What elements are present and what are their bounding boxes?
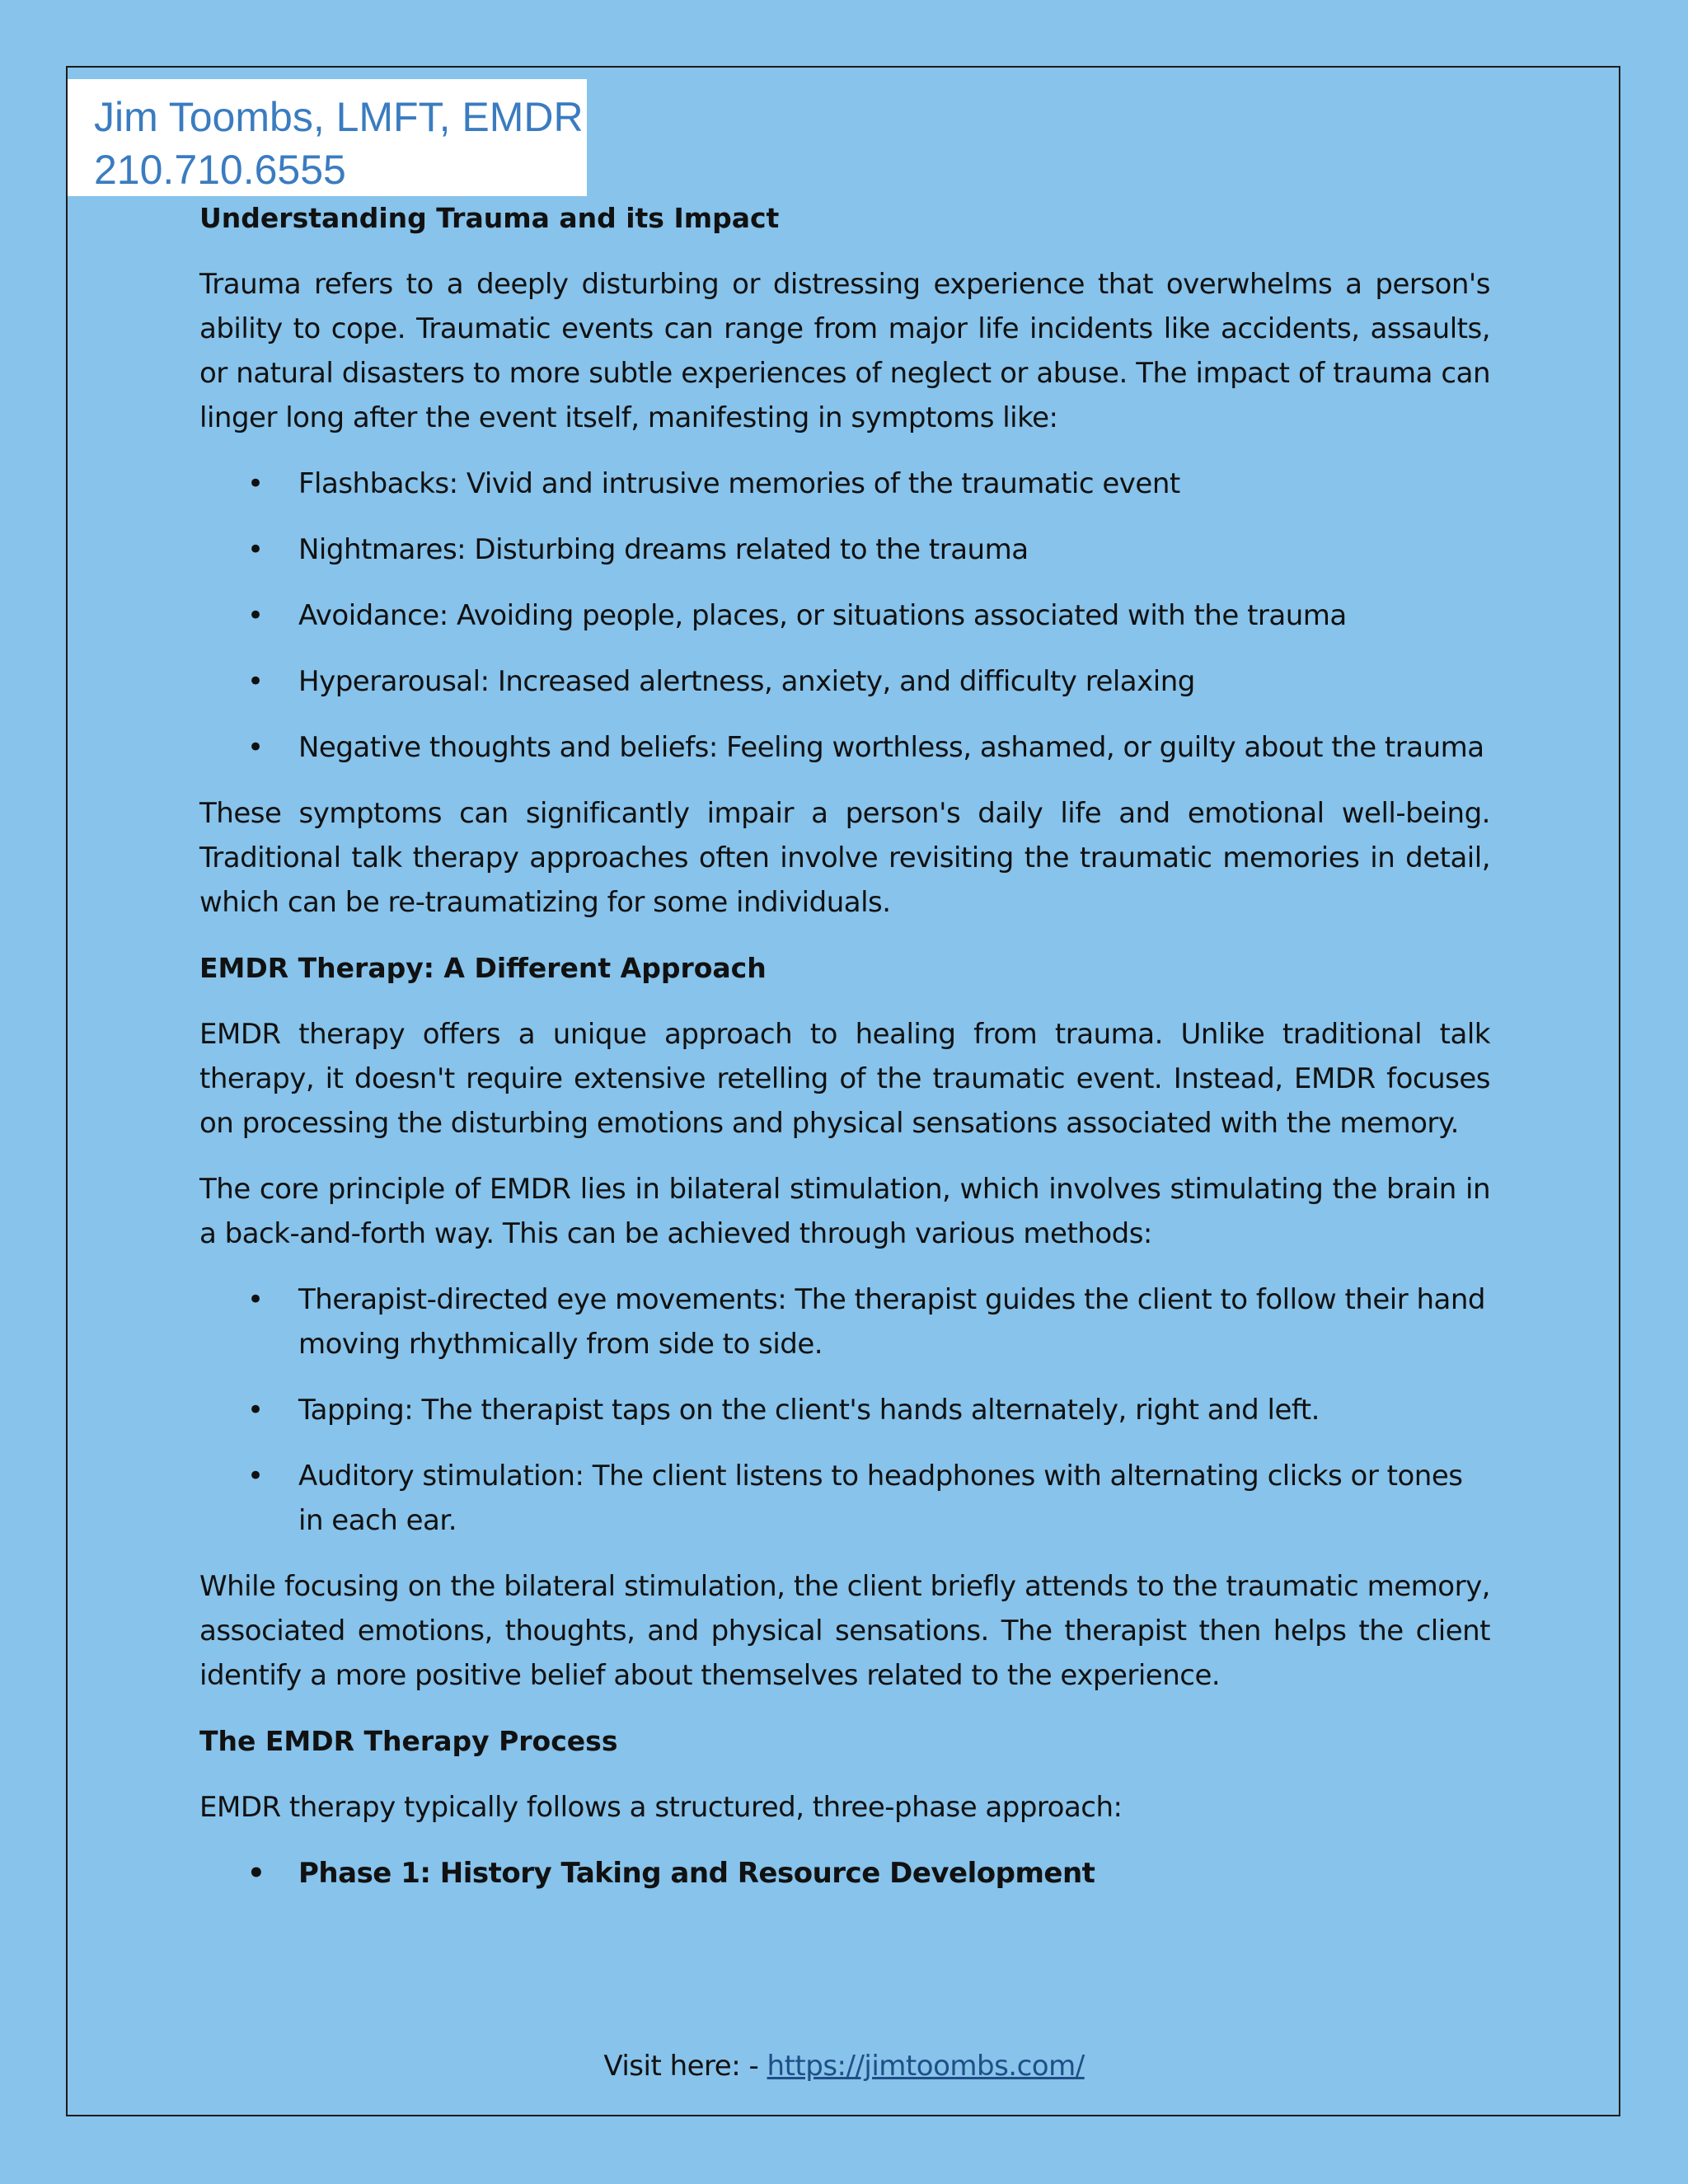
bullet-icon: • xyxy=(247,665,264,698)
bullet-icon: • xyxy=(247,467,264,500)
footer-prefix: Visit here: - xyxy=(603,2050,767,2083)
list-item: • Tapping: The therapist taps on the client's hands alternately, right and left. xyxy=(199,1388,1490,1432)
phases-list xyxy=(199,1851,1490,1896)
bullet-icon: • xyxy=(247,1394,264,1427)
symptoms-list xyxy=(199,462,1490,770)
section-heading-process: The EMDR Therapy Process xyxy=(199,1725,618,1757)
symptoms-impact-paragraph: These symptoms can significantly impair a person's daily life and emotional well-being. Traditional talk therapy approaches often involve revisiting the traumatic memories in detail, which can be re-traumatizing for some individuals. xyxy=(199,797,1490,919)
phone-number: 210.710.6555 xyxy=(94,147,346,193)
list-item: • Negative thoughts and beliefs: Feeling worthless, ashamed, or guilty about the trauma xyxy=(199,725,1490,770)
methods-list xyxy=(199,1277,1490,1543)
emdr-intro-paragraph: EMDR therapy offers a unique approach to healing from trauma. Unlike traditional talk therapy, it doesn't require extensive retelling of the traumatic event. Instead, EMDR focuses on processing the disturbing emotions and physical sensations associated with the memory. xyxy=(199,1018,1490,1140)
process-description-paragraph: While focusing on the bilateral stimulation, the client briefly attends to the traumatic memory, associated emotions, thoughts, and physical sensations. The therapist then helps the client identify a more positive belief about themselves related to the experience. xyxy=(199,1570,1490,1692)
list-item: • Therapist-directed eye movements: The therapist guides the client to follow their hand moving rhythmically from side to side. xyxy=(199,1277,1490,1366)
list-item: • Phase 1: History Taking and Resource Development xyxy=(199,1851,1490,1896)
therapist-name: Jim Toombs, LMFT, EMDR xyxy=(94,94,584,140)
website-link[interactable]: https://jimtoombs.com/ xyxy=(767,2050,1085,2083)
list-item: • Avoidance: Avoiding people, places, or situations associated with the trauma xyxy=(199,593,1490,638)
list-item: • Flashbacks: Vivid and intrusive memories of the traumatic event xyxy=(199,462,1490,506)
trauma-intro-paragraph: Trauma refers to a deeply disturbing or distressing experience that overwhelms a person's ability to cope. Traumatic events can range from major life incidents like accidents, assaults, or natural disasters to more subtle experiences of neglect or abuse. The impact of trauma can linger long after the event itself, manifesting in symptoms like: xyxy=(199,268,1490,434)
section-heading-emdr: EMDR Therapy: A Different Approach xyxy=(199,952,767,984)
list-item: • Hyperarousal: Increased alertness, anxiety, and difficulty relaxing xyxy=(199,659,1490,704)
section-heading-trauma: Understanding Trauma and its Impact xyxy=(199,202,780,234)
list-item: • Nightmares: Disturbing dreams related to the trauma xyxy=(199,527,1490,572)
article-body xyxy=(199,196,1490,1917)
bullet-icon: • xyxy=(247,1460,264,1493)
contact-header xyxy=(68,79,587,196)
bullet-icon: • xyxy=(247,1283,264,1316)
list-item: • Auditory stimulation: The client listens to headphones with alternating clicks or tones in each ear. xyxy=(199,1454,1490,1543)
bullet-icon: • xyxy=(247,731,264,764)
bullet-icon: • xyxy=(247,1857,265,1890)
bullet-icon: • xyxy=(247,533,264,566)
process-intro-paragraph: EMDR therapy typically follows a structured, three-phase approach: xyxy=(199,1791,1123,1824)
bilateral-stimulation-paragraph: The core principle of EMDR lies in bilateral stimulation, which involves stimulating the brain in a back-and-forth way. This can be achieved through various methods: xyxy=(199,1173,1490,1250)
bullet-icon: • xyxy=(247,599,264,632)
footer xyxy=(0,2044,1688,2088)
